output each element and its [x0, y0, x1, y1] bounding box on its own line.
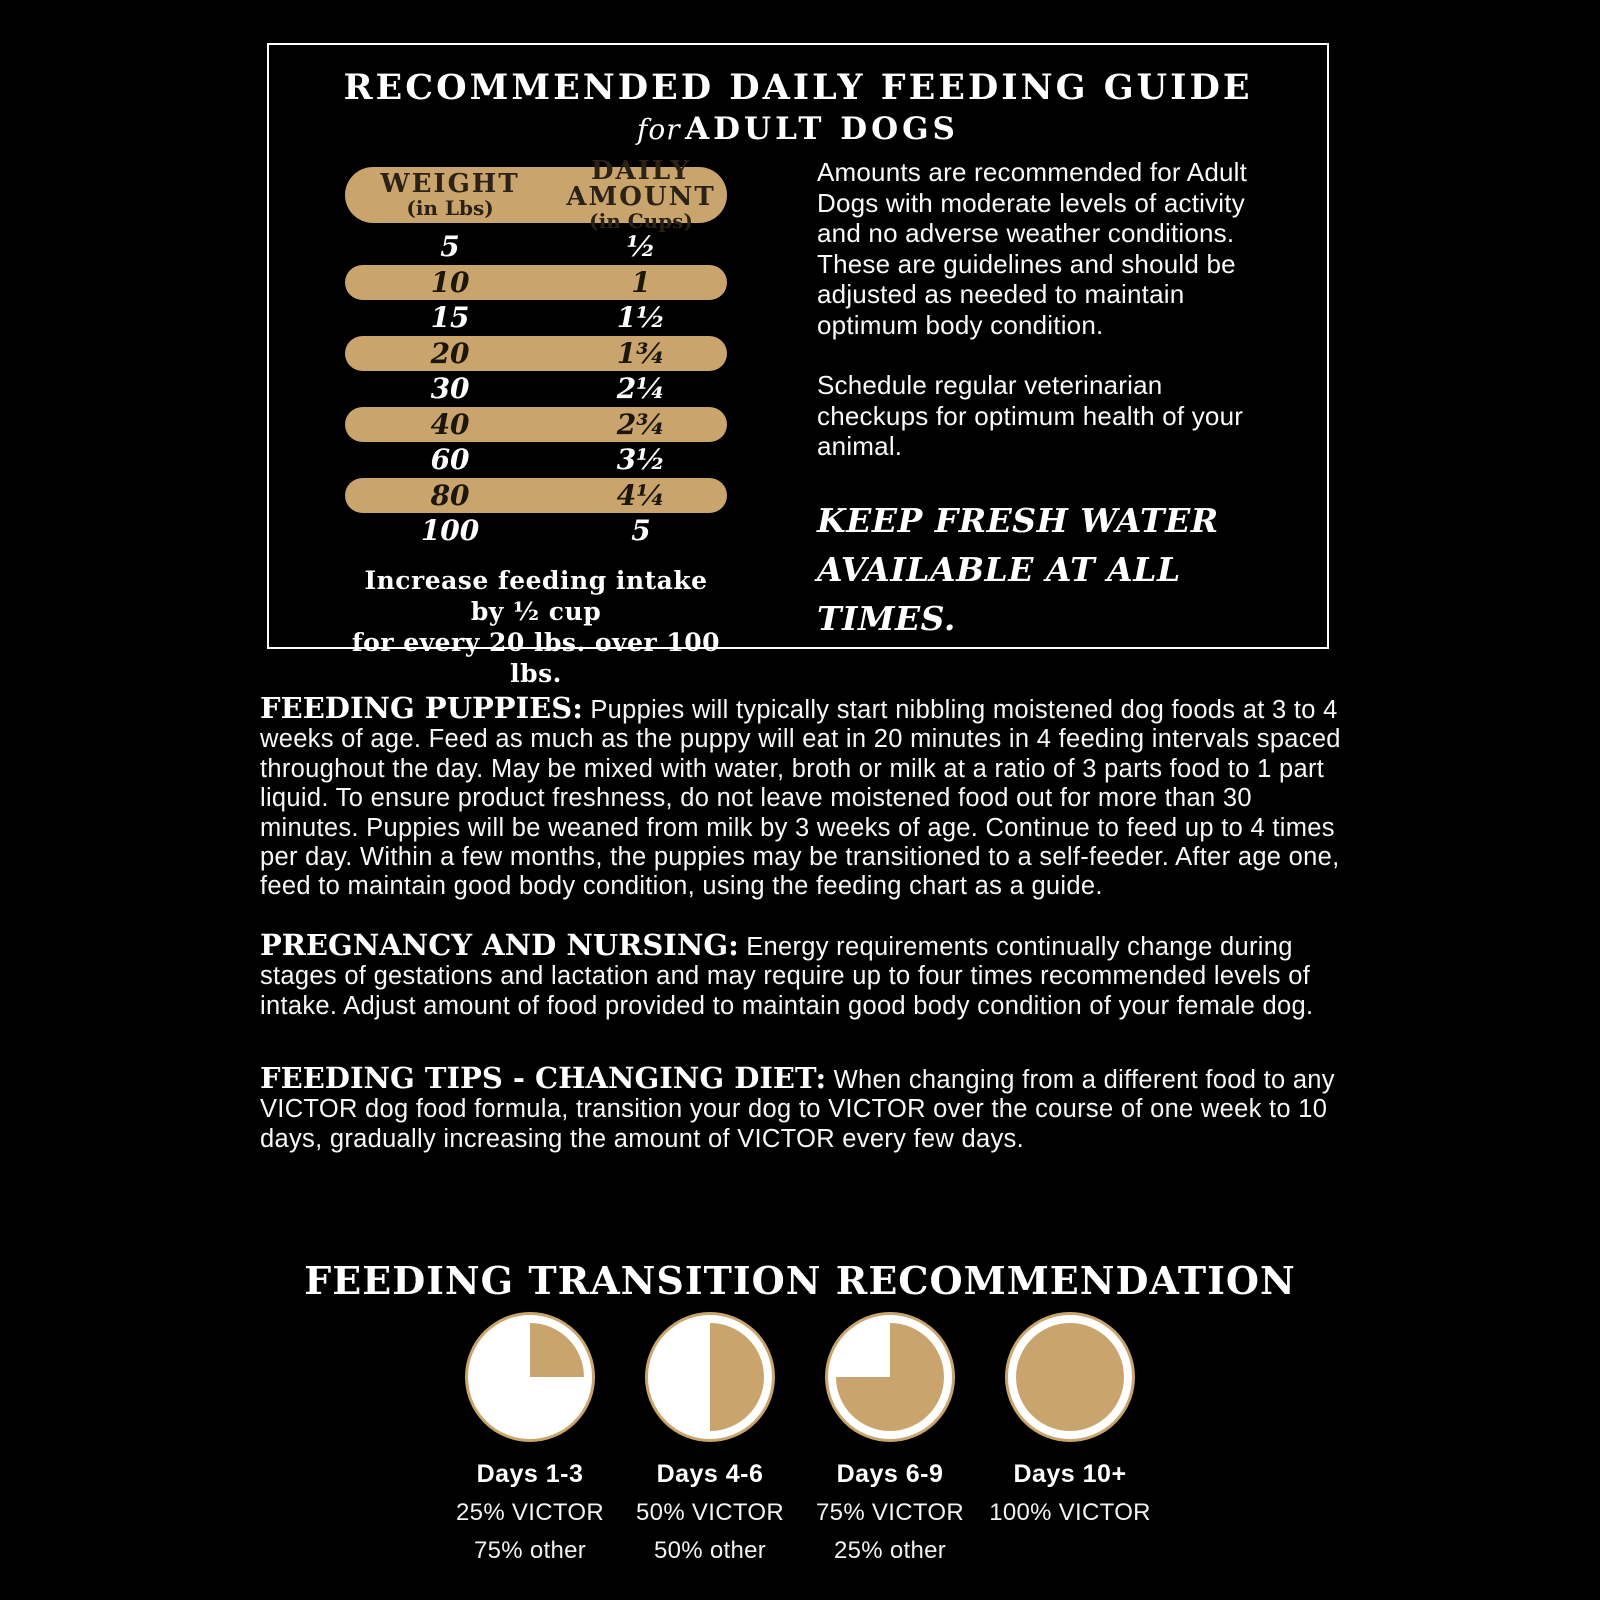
section-feeding-tips [260, 1061, 1352, 1154]
amount-cell: 5 [631, 514, 651, 548]
fresh-water-line2: AVAILABLE AT ALL TIMES. [817, 549, 1181, 638]
amount-header-unit: (in Cups) [589, 209, 693, 233]
pie-days-label: Days 10+ [1013, 1460, 1127, 1488]
pie-days-label: Days 1-3 [476, 1460, 584, 1488]
table-row [345, 371, 727, 407]
section-pregnancy-nursing [260, 927, 1352, 1021]
pie-fill-75 [836, 1323, 944, 1431]
footnote-line2: for every 20 lbs. over 100 lbs. [351, 627, 721, 688]
pie-chart-75-icon [825, 1312, 955, 1442]
table-row [345, 442, 727, 478]
amount-column-header [555, 158, 727, 232]
section-heading-feeding-tips: FEEDING TIPS - CHANGING DIET: [260, 1061, 827, 1096]
info-sections [260, 691, 1352, 1183]
weight-cell: 30 [430, 372, 470, 406]
table-row [345, 265, 727, 301]
amount-cell: 1 [631, 265, 651, 299]
weight-cell: 15 [430, 301, 470, 335]
section-heading-feeding-puppies: FEEDING PUPPIES: [260, 691, 583, 725]
weight-header-unit: (in Lbs) [406, 196, 494, 220]
section-heading-pregnancy-nursing: PREGNANCY AND NURSING: [260, 927, 739, 962]
pie-victor-label: 25% VICTOR [456, 1499, 604, 1526]
amount-cell: ½ [626, 230, 656, 264]
pie-victor-label: 75% VICTOR [816, 1499, 964, 1526]
transition-heading: FEEDING TRANSITION RECOMMENDATION [304, 1258, 1296, 1303]
amount-cell: 1½ [616, 301, 666, 335]
table-row [345, 513, 727, 549]
pie-victor-label: 50% VICTOR [636, 1499, 784, 1526]
feeding-guide-box [267, 43, 1329, 688]
table-row [345, 300, 727, 336]
fresh-water-line1: KEEP FRESH WATER [817, 500, 1219, 540]
table-row [345, 407, 727, 443]
table-footnote [345, 565, 727, 689]
weight-cell: 40 [430, 407, 470, 441]
guide-title-adult-dogs: ADULT DOGS [685, 111, 959, 147]
amount-cell: 4¼ [616, 478, 666, 512]
pie-other-label: 75% other [473, 1537, 587, 1564]
weight-cell: 20 [430, 336, 470, 370]
pie-chart-50-icon [645, 1312, 775, 1442]
pie-fill-100 [1016, 1323, 1124, 1431]
guide-notes [817, 157, 1277, 643]
guide-title-line2 [269, 111, 1327, 147]
section-body-pregnancy-nursing: Energy requirements continually change during stages of gestations and lactation and may require up to four times recommended levels of intake. Adjust amount of food provided to maintain good body condition of your female dog. [260, 932, 1314, 1020]
table-row [345, 336, 727, 372]
amount-cell: 2¼ [616, 372, 666, 406]
pie-fill-50 [656, 1323, 764, 1431]
amount-header-label: DAILY AMOUNT [566, 156, 716, 212]
pie-victor-label: 100% VICTOR [989, 1499, 1151, 1526]
feeding-table-header [345, 156, 727, 233]
weight-cell: 80 [430, 478, 470, 512]
weight-cell: 5 [440, 230, 460, 264]
guide-title-line1: RECOMMENDED DAILY FEEDING GUIDE [343, 67, 1253, 108]
amount-cell: 3½ [616, 443, 666, 477]
note-vet-checkups: Schedule regular veterinarian checkups for optimum health of your animal. [817, 370, 1244, 461]
weight-header-label: WEIGHT [380, 169, 520, 199]
feeding-table [345, 156, 727, 689]
transition-item-days-4-6 [620, 1312, 800, 1565]
pie-other-label: 50% other [653, 1537, 767, 1564]
transition-pies [0, 1312, 1600, 1565]
note-amounts: Amounts are recommended for Adult Dogs with moderate levels of activity and no adverse weather conditions. These are guidelines and should be adjusted as needed to maintain optimum body condition. [817, 157, 1248, 340]
transition-item-days-6-9 [800, 1312, 980, 1565]
note-fresh-water [817, 496, 1277, 643]
pie-days-label: Days 4-6 [656, 1460, 764, 1488]
pie-other-label: 25% other [833, 1537, 947, 1564]
pie-chart-100-icon [1005, 1312, 1135, 1442]
weight-cell: 100 [420, 514, 480, 548]
weight-column-header [345, 171, 555, 219]
table-row [345, 229, 727, 265]
feeding-table-rows [345, 229, 727, 549]
guide-title-for: for [637, 113, 681, 146]
transition-item-days-1-3 [440, 1312, 620, 1565]
pie-days-label: Days 6-9 [836, 1460, 944, 1488]
weight-cell: 60 [430, 443, 470, 477]
pie-chart-25-icon [465, 1312, 595, 1442]
amount-cell: 2¾ [616, 407, 666, 441]
pie-fill-25 [476, 1323, 584, 1431]
transition-item-days-10-plus [980, 1312, 1160, 1565]
footnote-line1: Increase feeding intake by ½ cup [364, 565, 708, 626]
section-body-feeding-tips: When changing from a different food to any VICTOR dog food formula, transition your dog to VICTOR over the course of one week to 10 days, gradually increasing the amount of VICTOR every few days. [260, 1066, 1335, 1153]
table-row [345, 478, 727, 514]
amount-cell: 1¾ [616, 336, 666, 370]
section-body-feeding-puppies: Puppies will typically start nibbling moistened dog foods at 3 to 4 weeks of age. Feed as much as the puppy will eat in 20 minutes in 4 feeding intervals spaced throughout the day. May be mixed with water, broth or milk at a ratio of 3 parts food to 1 part liquid. To ensure product freshness, do not leave moistened food out for more than 30 minutes. Puppies will be weaned from milk by 3 weeks of age. Continue to feed up to 4 times per day. Within a few months, the puppies may be transitioned to a self-feeder. After age one, feed to maintain good body condition, using the feeding chart as a guide. [260, 696, 1341, 901]
weight-cell: 10 [430, 265, 470, 299]
section-feeding-puppies [260, 691, 1352, 902]
